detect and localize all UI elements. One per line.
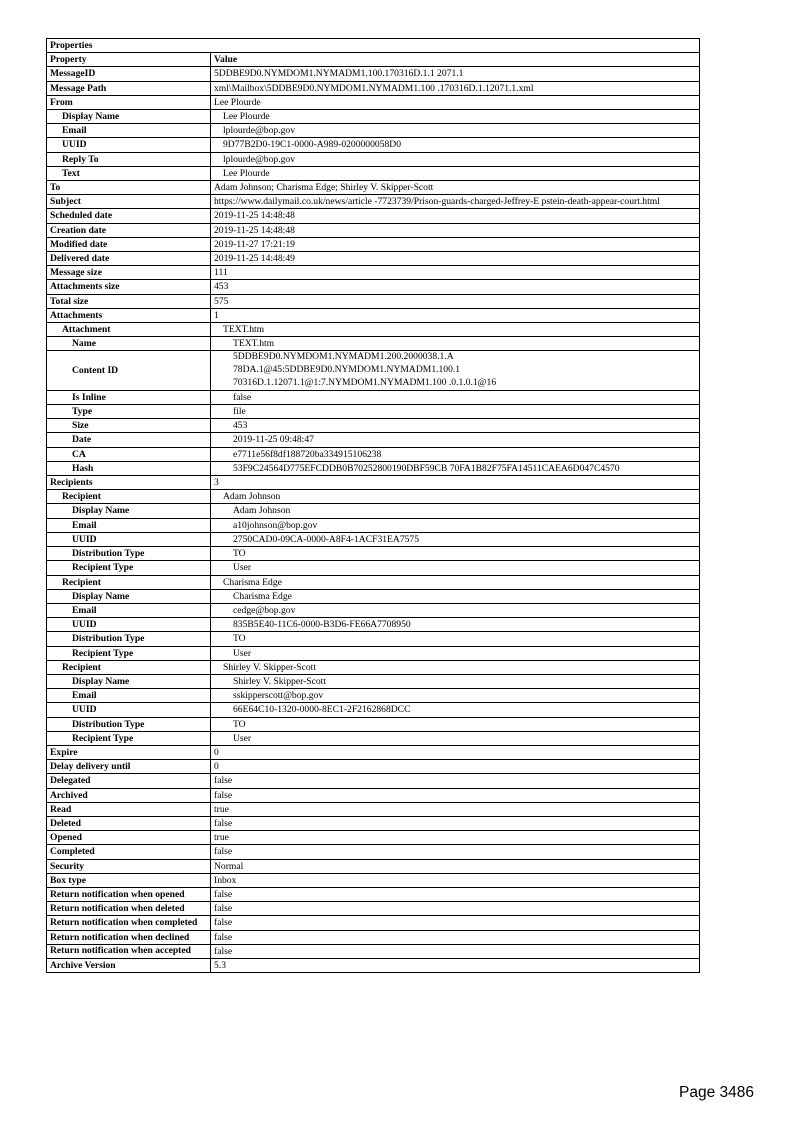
table-row	[47, 166, 700, 180]
table-row	[47, 944, 700, 958]
table-row	[47, 419, 700, 433]
table-row	[47, 81, 700, 95]
property-name: Distribution Type	[47, 717, 211, 731]
property-name: Archive Version	[47, 958, 211, 972]
property-name: From	[47, 95, 211, 109]
property-value: TO	[211, 717, 700, 731]
table-row	[47, 788, 700, 802]
property-name: Name	[47, 337, 211, 351]
table-row	[47, 689, 700, 703]
table-row	[47, 461, 700, 475]
property-name: Distribution Type	[47, 547, 211, 561]
property-name: Box type	[47, 873, 211, 887]
property-name: Email	[47, 124, 211, 138]
table-row	[47, 774, 700, 788]
property-value: file	[211, 405, 700, 419]
property-value: 2019-11-25 14:48:49	[211, 252, 700, 266]
property-name: UUID	[47, 532, 211, 546]
property-name: To	[47, 181, 211, 195]
table-row	[47, 632, 700, 646]
table-row	[47, 110, 700, 124]
property-value: TEXT.htm	[211, 323, 700, 337]
property-value: e7711e56f8df188720ba334915106238	[211, 447, 700, 461]
property-value: lplourde@bop.gov	[211, 124, 700, 138]
property-value: 835B5E40-11C6-0000-B3D6-FE66A7708950	[211, 618, 700, 632]
property-name: Display Name	[47, 674, 211, 688]
property-name: Return notification when opened	[47, 887, 211, 901]
property-name: Recipient	[47, 490, 211, 504]
table-title: Properties	[47, 39, 700, 53]
property-name: Recipients	[47, 476, 211, 490]
property-value: 5DDBE9D0.NYMDOM1.NYMADM1.200.2000038.1.A 78DA.1@45:5DDBE9D0.NYMDOM1.NYMADM1.100.1 70316D.1.12071.1@1:7.NYMDOM1.NYMADM1.100 .0.1.0.1@16	[211, 351, 700, 390]
property-value: cedge@bop.gov	[211, 603, 700, 617]
table-row	[47, 802, 700, 816]
property-name: Email	[47, 603, 211, 617]
table-row	[47, 223, 700, 237]
property-value: false	[211, 930, 700, 944]
table-row	[47, 266, 700, 280]
table-row	[47, 760, 700, 774]
property-value: 2019-11-25 14:48:48	[211, 209, 700, 223]
table-row	[47, 447, 700, 461]
table-row	[47, 547, 700, 561]
table-row	[47, 589, 700, 603]
table-row	[47, 294, 700, 308]
property-value: true	[211, 802, 700, 816]
property-name: Attachment	[47, 323, 211, 337]
property-name: Email	[47, 518, 211, 532]
table-row	[47, 209, 700, 223]
property-name: Delay delivery until	[47, 760, 211, 774]
property-value: Normal	[211, 859, 700, 873]
property-name: Total size	[47, 294, 211, 308]
table-row	[47, 95, 700, 109]
table-row	[47, 575, 700, 589]
property-name: Text	[47, 166, 211, 180]
property-value: false	[211, 774, 700, 788]
table-row	[47, 745, 700, 759]
property-value: Lee Plourde	[211, 110, 700, 124]
property-name: Message Path	[47, 81, 211, 95]
property-name: Deleted	[47, 816, 211, 830]
property-name: UUID	[47, 618, 211, 632]
table-row	[47, 252, 700, 266]
property-name: Recipient Type	[47, 731, 211, 745]
property-name: Display Name	[47, 110, 211, 124]
property-value: 5DDBE9D0.NYMDOM1.NYMADM1.100.170316D.1.1 2071.1	[211, 67, 700, 81]
property-value: a10johnson@bop.gov	[211, 518, 700, 532]
table-row	[47, 603, 700, 617]
property-name: Return notification when deleted	[47, 902, 211, 916]
property-value: false	[211, 944, 700, 958]
table-row	[47, 433, 700, 447]
property-value: https://www.dailymail.co.uk/news/article -7723739/Prison-guards-charged-Jeffrey-E pstein-death-appear-court.html	[211, 195, 700, 209]
table-row	[47, 916, 700, 930]
property-value: false	[211, 816, 700, 830]
header-property: Property	[47, 53, 211, 67]
table-row	[47, 930, 700, 944]
table-row	[47, 859, 700, 873]
table-row	[47, 674, 700, 688]
property-value: Adam Johnson	[211, 504, 700, 518]
property-name: Recipient Type	[47, 646, 211, 660]
property-value: 1	[211, 308, 700, 322]
table-header-row	[47, 53, 700, 67]
table-row	[47, 67, 700, 81]
table-row	[47, 731, 700, 745]
table-row	[47, 504, 700, 518]
property-name: Return notification when declined	[47, 930, 211, 944]
table-row	[47, 490, 700, 504]
table-row	[47, 195, 700, 209]
table-row	[47, 845, 700, 859]
property-value: Lee Plourde	[211, 166, 700, 180]
property-value: false	[211, 788, 700, 802]
table-row	[47, 831, 700, 845]
table-row	[47, 518, 700, 532]
properties-table	[46, 38, 700, 973]
property-value: 111	[211, 266, 700, 280]
property-value: false	[211, 845, 700, 859]
property-value: User	[211, 561, 700, 575]
property-name: Hash	[47, 461, 211, 475]
properties-sheet	[46, 38, 699, 973]
property-value: false	[211, 887, 700, 901]
property-value: false	[211, 390, 700, 404]
property-value: User	[211, 731, 700, 745]
property-value: true	[211, 831, 700, 845]
property-value: 9D77B2D0-19C1-0000-A989-0200000058D0	[211, 138, 700, 152]
property-name: Return notification when accepted	[47, 944, 211, 958]
property-value: false	[211, 916, 700, 930]
property-name: Size	[47, 419, 211, 433]
table-row	[47, 476, 700, 490]
property-value: Inbox	[211, 873, 700, 887]
property-value: 2019-11-27 17:21:19	[211, 237, 700, 251]
table-row	[47, 138, 700, 152]
property-name: Security	[47, 859, 211, 873]
table-row	[47, 308, 700, 322]
property-value: 2019-11-25 09:48:47	[211, 433, 700, 447]
property-value: User	[211, 646, 700, 660]
table-row	[47, 323, 700, 337]
table-row	[47, 618, 700, 632]
table-row	[47, 958, 700, 972]
table-row	[47, 816, 700, 830]
table-row	[47, 873, 700, 887]
table-row	[47, 181, 700, 195]
property-name: UUID	[47, 138, 211, 152]
table-row	[47, 237, 700, 251]
table-row	[47, 405, 700, 419]
property-name: Opened	[47, 831, 211, 845]
property-name: Completed	[47, 845, 211, 859]
property-value: Charisma Edge	[211, 575, 700, 589]
property-value: Shirley V. Skipper-Scott	[211, 674, 700, 688]
property-value: Adam Johnson; Charisma Edge; Shirley V. Skipper-Scott	[211, 181, 700, 195]
property-name: UUID	[47, 703, 211, 717]
property-name: Archived	[47, 788, 211, 802]
property-value: 453	[211, 280, 700, 294]
property-name: Delegated	[47, 774, 211, 788]
property-value: Adam Johnson	[211, 490, 700, 504]
property-value: 3	[211, 476, 700, 490]
property-name: Distribution Type	[47, 632, 211, 646]
property-name: Attachments size	[47, 280, 211, 294]
property-value: 0	[211, 745, 700, 759]
table-row	[47, 561, 700, 575]
property-name: Return notification when completed	[47, 916, 211, 930]
property-name: Type	[47, 405, 211, 419]
property-name: CA	[47, 447, 211, 461]
table-row	[47, 124, 700, 138]
property-value: TO	[211, 632, 700, 646]
property-name: Read	[47, 802, 211, 816]
property-value: 53F9C24564D775EFCDDB0B70252800190DBF59CB 70FA1B82F75FA14511CAEA6D047C4570	[211, 461, 700, 475]
property-name: Recipient Type	[47, 561, 211, 575]
property-value: Shirley V. Skipper-Scott	[211, 660, 700, 674]
property-name: Date	[47, 433, 211, 447]
property-value: TEXT.htm	[211, 337, 700, 351]
property-name: Display Name	[47, 504, 211, 518]
property-value: 66E64C10-1320-0000-8EC1-2F2162868DCC	[211, 703, 700, 717]
property-name: Scheduled date	[47, 209, 211, 223]
property-name: Modified date	[47, 237, 211, 251]
table-row	[47, 703, 700, 717]
property-name: Is Inline	[47, 390, 211, 404]
property-value: xml\Mailbox\5DDBE9D0.NYMDOM1.NYMADM1.100 .170316D.1.12071.1.xml	[211, 81, 700, 95]
property-name: Email	[47, 689, 211, 703]
table-row	[47, 337, 700, 351]
property-value: Charisma Edge	[211, 589, 700, 603]
property-value: 2750CAD0-09CA-0000-A8F4-1ACF31EA7575	[211, 532, 700, 546]
property-value: sskipperscott@bop.gov	[211, 689, 700, 703]
property-value: 2019-11-25 14:48:48	[211, 223, 700, 237]
property-value: Lee Plourde	[211, 95, 700, 109]
property-value: lplourde@bop.gov	[211, 152, 700, 166]
table-row	[47, 152, 700, 166]
property-name: Subject	[47, 195, 211, 209]
table-row	[47, 351, 700, 390]
table-row	[47, 532, 700, 546]
property-value: false	[211, 902, 700, 916]
table-row	[47, 887, 700, 901]
property-name: Recipient	[47, 575, 211, 589]
page-number: Page 3486	[679, 1084, 754, 1101]
table-row	[47, 717, 700, 731]
table-row	[47, 390, 700, 404]
table-row	[47, 660, 700, 674]
property-name: Creation date	[47, 223, 211, 237]
property-value: 453	[211, 419, 700, 433]
table-row	[47, 902, 700, 916]
property-name: Content ID	[47, 351, 211, 390]
header-value: Value	[211, 53, 700, 67]
property-name: Message size	[47, 266, 211, 280]
property-name: MessageID	[47, 67, 211, 81]
property-name: Display Name	[47, 589, 211, 603]
property-name: Reply To	[47, 152, 211, 166]
property-name: Expire	[47, 745, 211, 759]
table-row	[47, 280, 700, 294]
property-name: Delivered date	[47, 252, 211, 266]
table-row	[47, 646, 700, 660]
property-name: Attachments	[47, 308, 211, 322]
property-value: 5.3	[211, 958, 700, 972]
property-value: 575	[211, 294, 700, 308]
table-title-row	[47, 39, 700, 53]
property-value: TO	[211, 547, 700, 561]
property-value: 0	[211, 760, 700, 774]
property-name: Recipient	[47, 660, 211, 674]
